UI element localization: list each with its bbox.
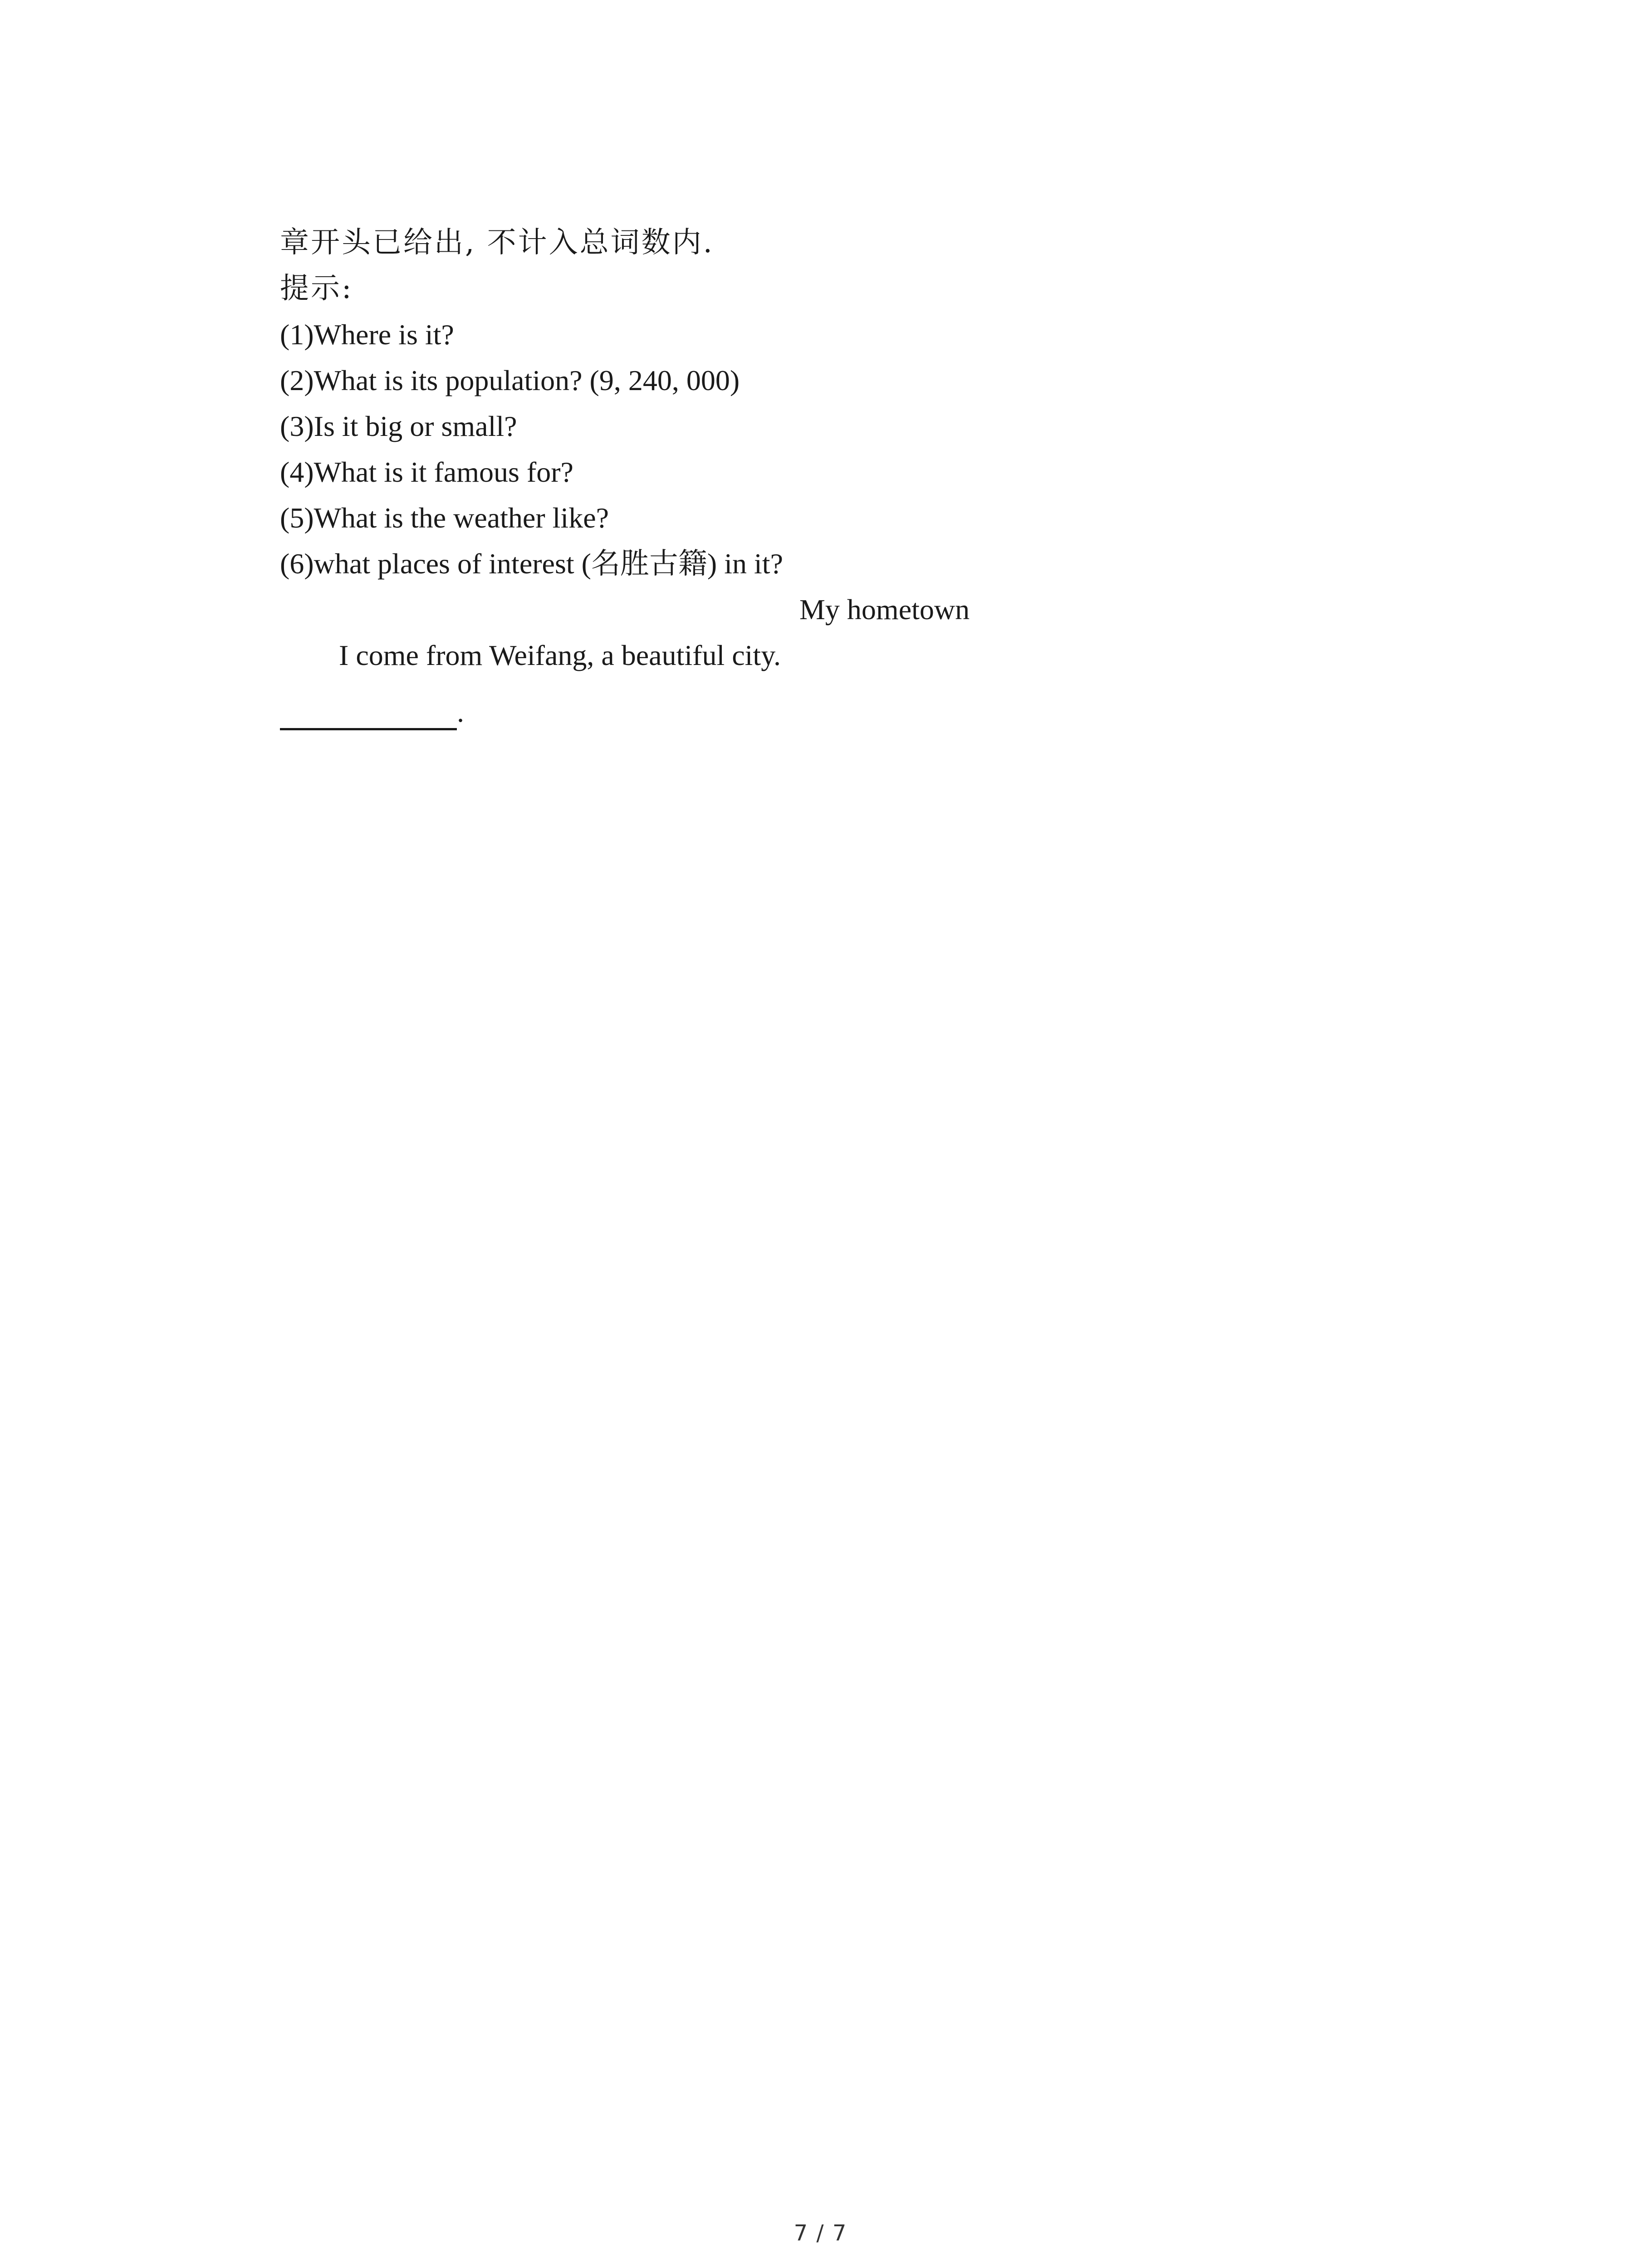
- hint-item-2: (2)What is its population? (9, 240, 000): [280, 364, 740, 396]
- essay-opening-sentence: I come from Weifang, a beautiful city.: [339, 639, 781, 671]
- instruction-text: 章开头已给出, 不计入总词数内.: [280, 226, 715, 259]
- essay-title: My hometown: [799, 593, 970, 626]
- hint-item-5: (5)What is the weather like?: [280, 502, 609, 534]
- hint-item-6: (6)what places of interest (名胜古籍) in it?: [280, 547, 783, 580]
- hint-label: 提示:: [280, 272, 353, 305]
- answer-blank[interactable]: [280, 696, 457, 730]
- blank-period: .: [457, 696, 464, 728]
- hint-item-1: (1)Where is it?: [280, 318, 454, 351]
- hint-item-3: (3)Is it big or small?: [280, 410, 517, 442]
- answer-blank-line: [280, 684, 1369, 730]
- hint-item-4: (4)What is it famous for?: [280, 456, 573, 488]
- page-number: 7 / 7: [794, 2220, 847, 2246]
- document-body: [280, 220, 1369, 730]
